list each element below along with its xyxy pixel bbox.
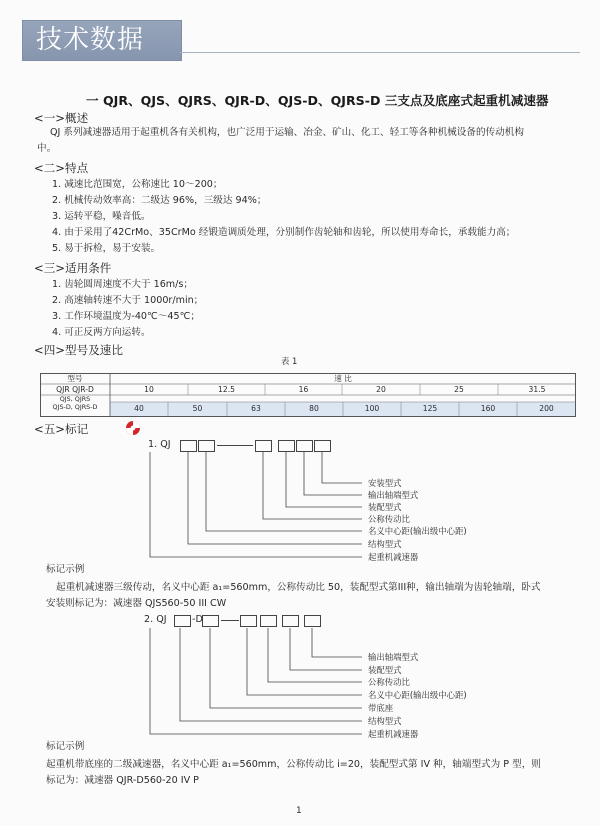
table-row2-label-a: QJS, QJRS [59,395,91,403]
diagram2-box-base [202,615,219,627]
feature-item-2: 2. 机械传动效率高：二级达 96%，三级达 94%； [52,195,267,206]
diagram2-box-shaft [282,615,299,627]
example2-line-2: 标记为：减速器 QJR-D560-20 IV P [46,775,199,786]
overview-line-2: 中。 [37,143,57,154]
section-title: 一 QJR、QJS、QJRS、QJR-D、QJS-D、QJRS-D 三支点及底座式起重机减速器 [86,93,549,108]
diagram2-label: 结构型式 [368,716,402,726]
overview-heading: <一>概述 [34,111,89,125]
diagram2-dash-d: -D [192,614,203,625]
feature-item-1: 1. 减速比范围宽，公称速比 10～200； [52,179,223,190]
example1-line-2: 安装则标记为：减速器 QJS560-50 III CW [46,598,227,609]
overview-line-1: QJ 系列减速器适用于起重机各有关机构，也广泛用于运输、冶金、矿山、化工、轻工等各种机械设备的传动机构 [50,127,524,138]
diagram2-prefix: 2. QJ [144,614,167,625]
diagram1-label: 输出轴端型式 [368,490,419,500]
table-row2-value: 63 [251,404,261,413]
diagram2-box-ratio [240,615,257,627]
table-row1-value: 16 [298,385,309,394]
condition-item-2: 2. 高速轴转速不大于 1000r/min； [52,295,204,306]
diagram2-label: 装配型式 [368,665,402,675]
table-row2-value: 50 [192,404,203,413]
condition-item-3: 3. 工作环境温度为-40℃～45℃； [52,311,200,322]
diagram1-label: 名义中心距(输出级中心距) [368,526,467,536]
feature-item-5: 5. 易于拆检，易于安装。 [52,243,161,254]
features-heading: <二>特点 [34,161,89,175]
diagram1-label: 公称传动比 [368,514,410,524]
table-row1-value: 12.5 [218,385,235,394]
example1-line-1: 起重机减速器三级传动，名义中心距 a₁=560mm，公称传动比 50，装配型式第III种，输出轴端为齿轮轴端，卧式 [56,582,541,593]
example1-title: 标记示例 [46,564,85,575]
conditions-heading: <三>适用条件 [34,261,112,275]
diagram2-label: 名义中心距(输出级中心距) [368,690,467,700]
table-header-model: 型号 [67,374,83,383]
table-row2-value: 125 [422,404,438,413]
diagram1-prefix: 1. QJ [148,439,171,450]
table-row2-value: 80 [309,404,319,413]
table-row2-value: 200 [539,404,554,413]
example2-line-1: 起重机带底座的二级减速器，名义中心距 a₁=560mm，公称传动比 i=20，装配型式第 IV 种，轴端型式为 P 型，则 [46,759,541,770]
diagram1-label: 安装型式 [368,478,402,488]
table-row1-value: 20 [376,385,386,394]
table-caption: 表 1 [281,356,298,366]
table-row1-label: QJR QJR-D [56,385,94,394]
diagram1-label: 结构型式 [368,539,402,549]
diagram2-label: 输出轴端型式 [368,652,419,662]
table-row2-value: 160 [480,404,496,413]
example2-title: 标记示例 [46,741,85,752]
page-number: 1 [296,806,302,816]
table-row1-value: 25 [454,385,464,394]
diagram2-box-output [304,615,321,627]
diagram1-label: 起重机减速器 [368,552,419,562]
diagram2-dash [221,620,239,621]
diagram2-label: 带底座 [368,703,394,713]
diagram2-box-assembly [260,615,277,627]
diagram2-label: 起重机减速器 [368,729,419,739]
condition-item-4: 4. 可正反两方向运转。 [52,327,151,338]
table-row1-value: 10 [144,385,154,394]
diagram2-label: 公称传动比 [368,677,410,687]
table-row1-value: 31.5 [528,385,546,394]
page-header-title: 技术数据 [36,25,145,55]
feature-item-3: 3. 运转平稳，噪音低。 [52,211,151,222]
feature-item-4: 4. 由于采用了42CrMo、35CrMo 经锻造调质处理，分别制作齿轮轴和齿轮，所以使用寿命长，承载能力高； [52,227,516,238]
condition-item-1: 1. 齿轮圆周速度不大于 16m/s； [52,279,193,290]
table-header-ratio: 速 比 [334,374,352,383]
diagram1-label: 装配型式 [368,502,402,512]
marking-heading: <五>标记 [34,422,89,436]
table-row2-value: 100 [364,404,380,413]
models-heading: <四>型号及速比 [34,343,123,357]
table-row2-label-b: QJS-D, QJRS-D [52,403,98,411]
diagram2-box-structure [174,615,191,627]
table-row2-value: 40 [134,404,144,413]
